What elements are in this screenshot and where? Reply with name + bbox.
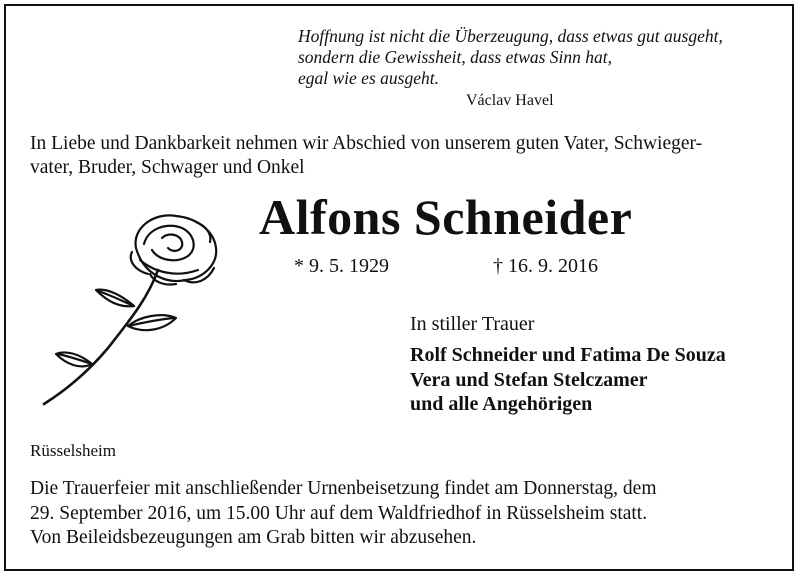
- deceased-name: Alfons Schneider: [259, 189, 633, 245]
- quote-line: Hoffnung ist nicht die Überzeugung, dass etwas gut ausgeht,: [298, 26, 723, 46]
- quote-line: sondern die Gewissheit, dass etwas Sinn hat,: [298, 47, 613, 67]
- rose-icon: [36, 208, 226, 408]
- quote-block: [298, 26, 778, 109]
- mourner-line: Rolf Schneider und Fatima De Souza: [410, 344, 726, 366]
- quote-author: Václav Havel: [466, 92, 554, 109]
- notice-line: 29. September 2016, um 15.00 Uhr auf dem Waldfriedhof in Rüsselsheim statt.: [30, 502, 648, 524]
- place-name: Rüsselsheim: [30, 441, 116, 460]
- notice-line: Die Trauerfeier mit anschließender Urnenbeisetzung findet am Donnerstag, dem: [30, 478, 657, 499]
- mourning-heading: In stiller Trauer: [410, 313, 535, 335]
- mourner-line: und alle Angehörigen: [410, 393, 593, 415]
- notice-line: Von Beileidsbezeugungen am Grab bitten wir abzusehen.: [30, 527, 477, 548]
- mourner-line: Vera und Stefan Stelczamer: [410, 368, 648, 391]
- intro-line: In Liebe und Dankbarkeit nehmen wir Abschied von unserem guten Vater, Schwieger-: [30, 133, 703, 154]
- death-date: † 16. 9. 2016: [493, 255, 598, 277]
- funeral-notice: [30, 477, 657, 551]
- intro-line: vater, Bruder, Schwager und Onkel: [30, 157, 305, 178]
- intro-text: [30, 132, 775, 180]
- quote-line: egal wie es ausgeht.: [298, 68, 439, 88]
- birth-date: * 9. 5. 1929: [294, 255, 389, 277]
- mourners-list: [410, 343, 726, 417]
